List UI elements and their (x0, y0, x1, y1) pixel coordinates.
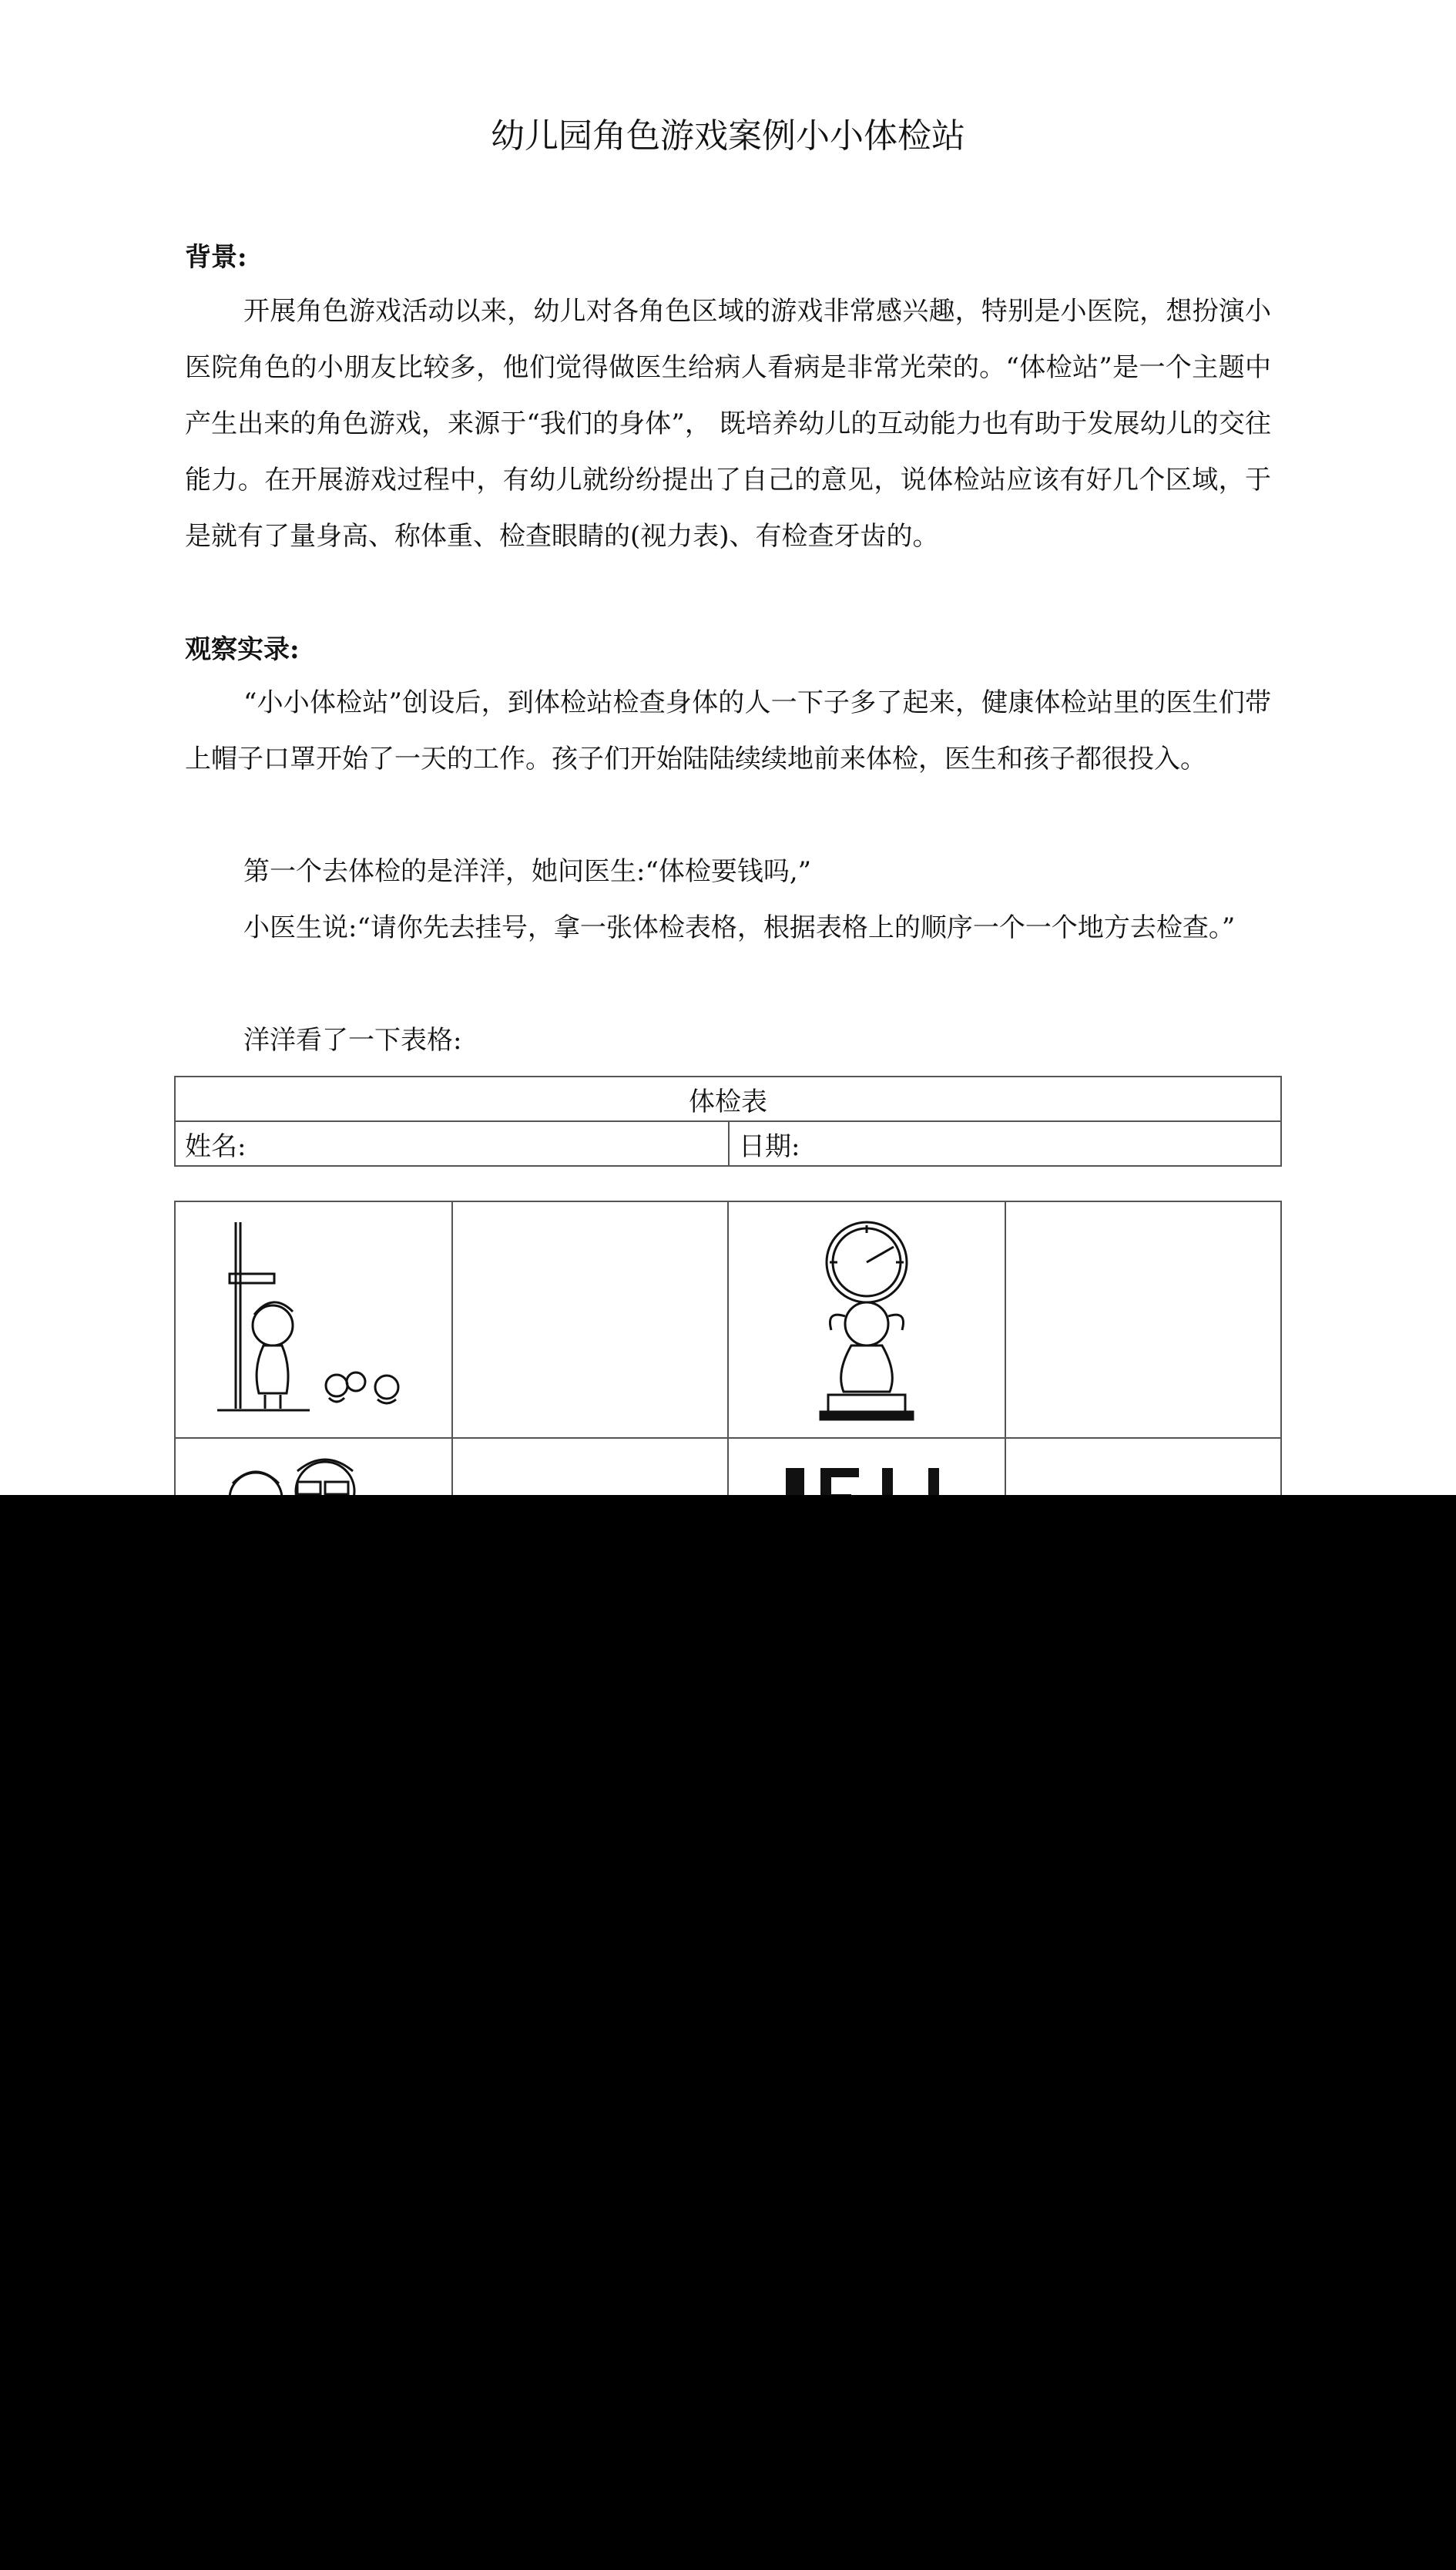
weight-scale-icon (755, 1216, 978, 1424)
observation-paragraph-2: 第一个去体检的是洋洋，她问医生:“体检要钱吗,” (243, 856, 812, 887)
checkup-form-table (174, 1076, 1282, 1167)
redacted-region (0, 1495, 1456, 2570)
station-cell-weight-result (1005, 1201, 1281, 1438)
station-cell-height-result (452, 1201, 728, 1438)
background-heading: 背景: (185, 242, 247, 273)
form-header: 体检表 (175, 1077, 1281, 1121)
background-paragraph: 开展角色游戏活动以来，幼儿对各角色区域的游戏非常感兴趣，特别是小医院，想扮演小医院角色的小朋友比较多，他们觉得做医生给病人看病是非常光荣的。“体检站”是一个主题中产生出来的角色游戏，来源于“我们的身体”， 既培养幼儿的互动能力也有助于发展幼儿的交往能力。在开展游戏过程中，有幼儿就纷纷提出了自己的意见，说体检站应该有好几个区域，于是就有了量身高、称体重、检查眼睛的(视力表)、有检查牙齿的。 (185, 296, 1271, 552)
observation-paragraph-4: 洋洋看了一下表格: (243, 1025, 462, 1056)
observation-heading: 观察实录: (185, 634, 300, 665)
observation-paragraph-1: “小小体检站”创设后，到体检站检查身体的人一下子多了起来，健康体检站里的医生们带上帽子口罩开始了一天的工作。孩子们开始陆陆续续地前来体检，医生和孩子都很投入。 (185, 687, 1271, 774)
station-cell-weight (728, 1201, 1005, 1438)
document-title: 幼儿园角色游戏案例小小体检站 (491, 116, 965, 156)
height-measure-icon (202, 1216, 425, 1424)
form-date-field: 日期: (729, 1121, 1281, 1166)
station-cell-height (175, 1201, 452, 1438)
observation-paragraph-3: 小医生说:“请你先去挂号，拿一张体检表格，根据表格上的顺序一个一个地方去检查。” (243, 912, 1236, 943)
form-name-field: 姓名: (175, 1121, 729, 1166)
